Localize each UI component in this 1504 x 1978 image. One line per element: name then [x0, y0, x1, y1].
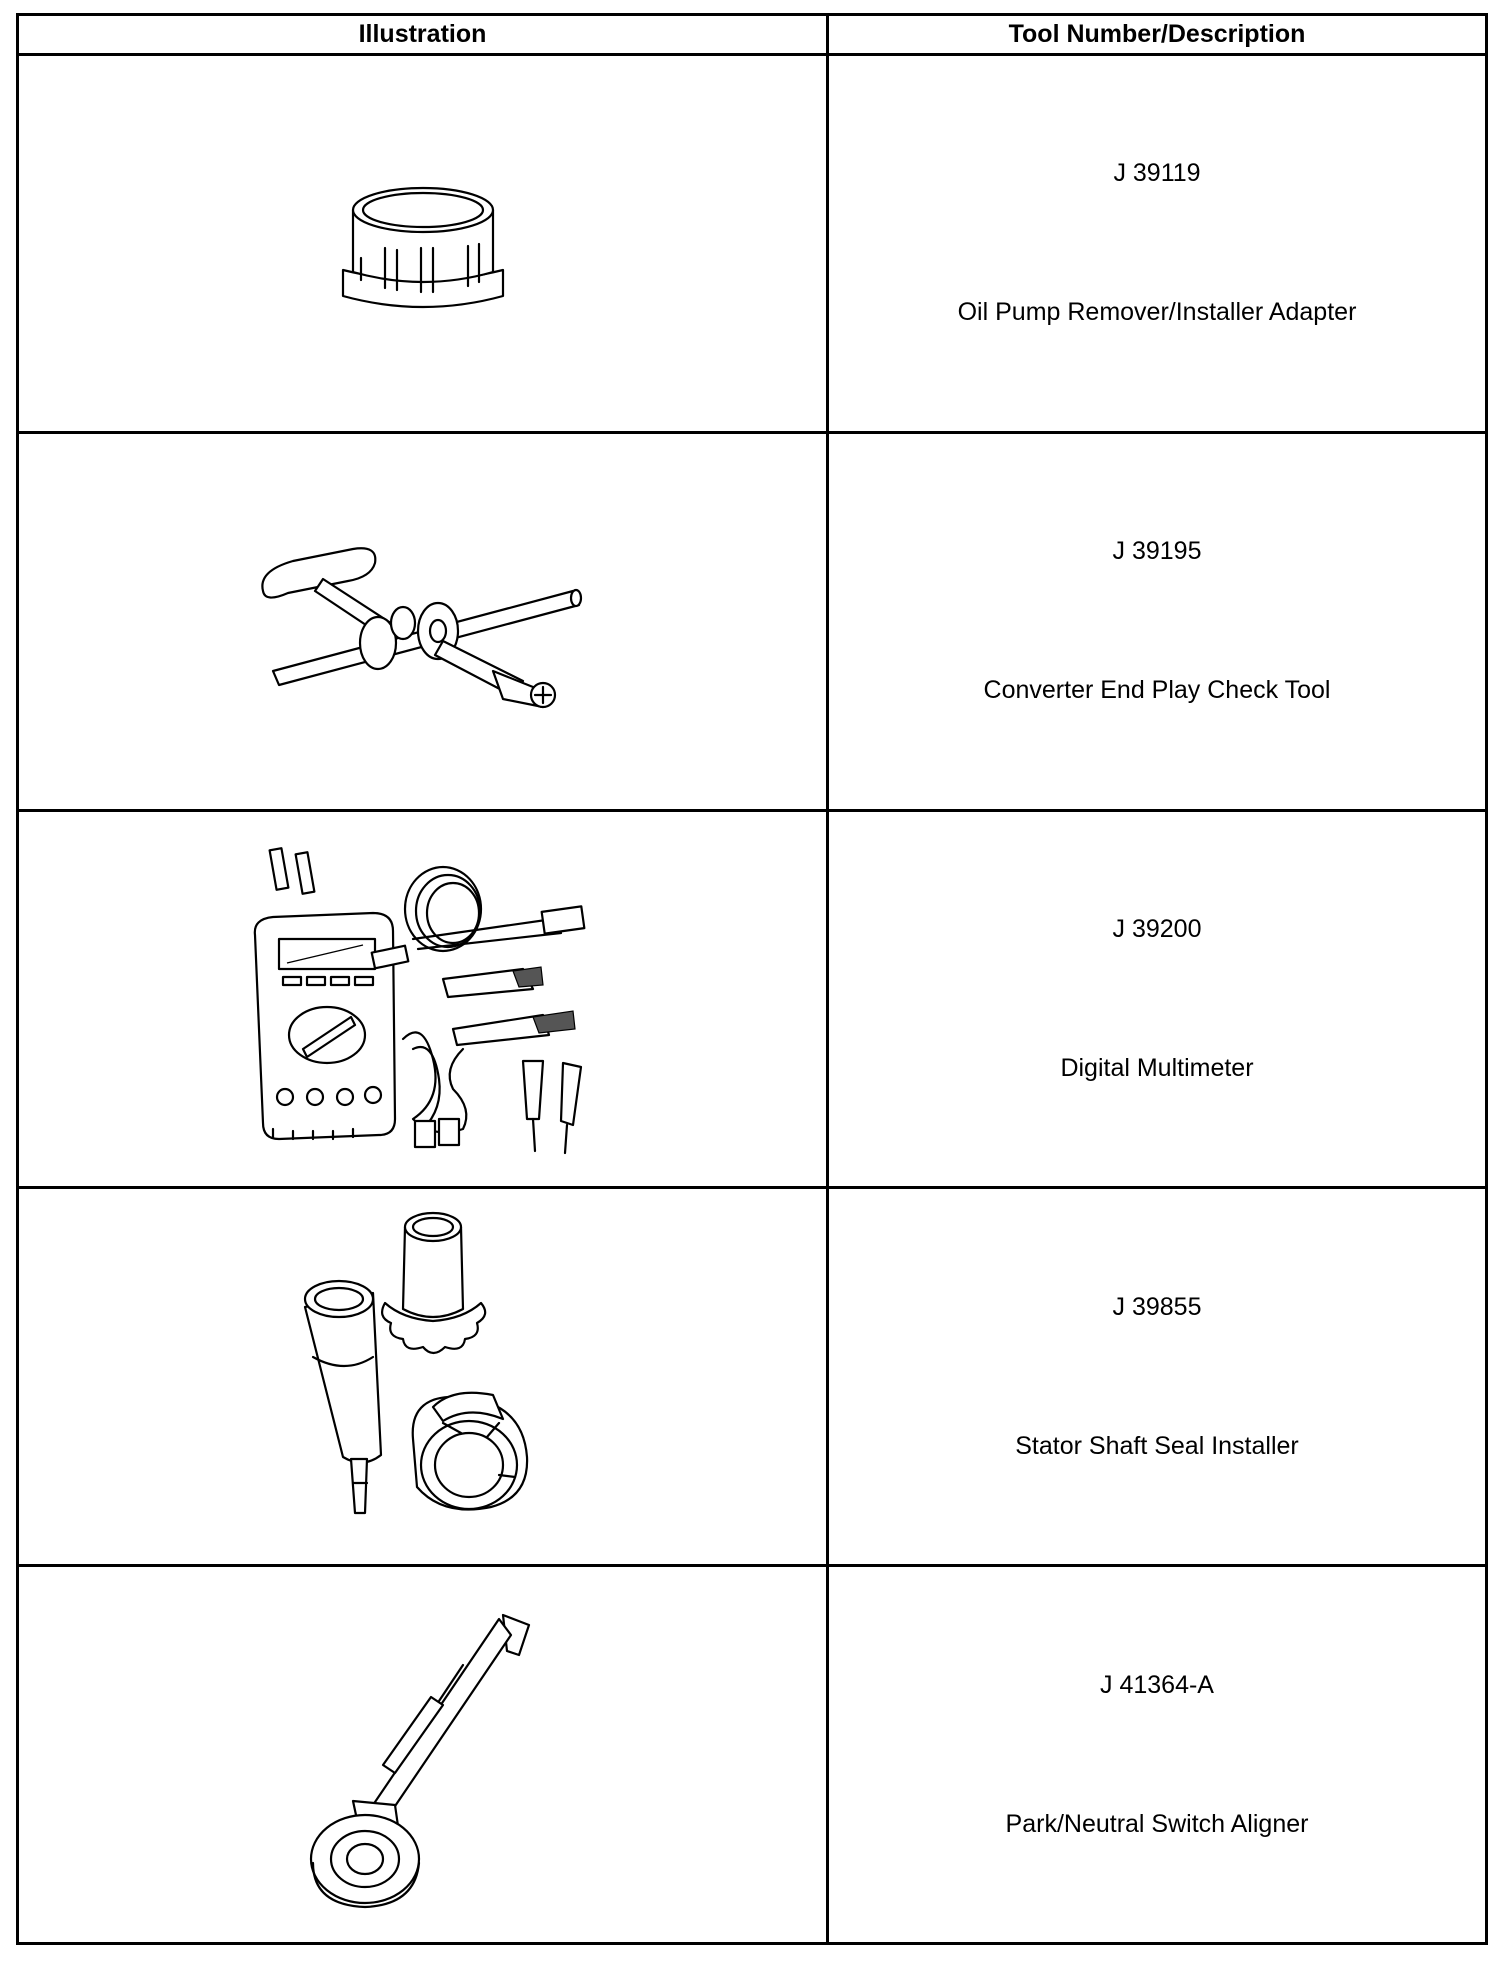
- table-row: [18, 432, 1487, 810]
- table-row: [18, 55, 1487, 433]
- tool-info-cell: [828, 1188, 1487, 1566]
- tool-description: Oil Pump Remover/Installer Adapter: [957, 298, 1357, 327]
- tool-number: J 39195: [1112, 537, 1202, 566]
- table-row: [18, 1566, 1487, 1944]
- tool-description: Stator Shaft Seal Installer: [1015, 1431, 1299, 1460]
- illustration-cell: [18, 1188, 828, 1566]
- park-neutral-switch-aligner-icon: [303, 1595, 543, 1915]
- tool-info-cell: [828, 432, 1487, 810]
- tool-info-cell: [828, 55, 1487, 433]
- special-tools-table: [16, 13, 1488, 1945]
- stator-shaft-seal-installer-icon: [293, 1207, 553, 1547]
- converter-end-play-tool-icon: [253, 531, 593, 711]
- tool-number: J 41364-A: [1100, 1670, 1214, 1699]
- illustration-cell: [18, 1566, 828, 1944]
- illustration-cell: [18, 55, 828, 433]
- tool-description: Converter End Play Check Tool: [983, 676, 1331, 705]
- tool-info-cell: [828, 1566, 1487, 1944]
- illustration-cell: [18, 432, 828, 810]
- digital-multimeter-icon: [243, 839, 603, 1159]
- tool-description: Digital Multimeter: [1060, 1053, 1254, 1082]
- table-row: [18, 1188, 1487, 1566]
- illustration-cell: [18, 810, 828, 1188]
- tool-info-cell: [828, 810, 1487, 1188]
- table-row: [18, 810, 1487, 1188]
- table-header-row: [18, 15, 1487, 55]
- header-tool-number-description: Tool Number/Description: [828, 15, 1487, 55]
- header-illustration: Illustration: [18, 15, 828, 55]
- tool-number: J 39200: [1112, 914, 1202, 943]
- tool-description: Park/Neutral Switch Aligner: [1005, 1809, 1309, 1838]
- tool-number: J 39855: [1112, 1292, 1202, 1321]
- oil-pump-adapter-icon: [333, 168, 513, 318]
- tool-number: J 39119: [1113, 159, 1201, 188]
